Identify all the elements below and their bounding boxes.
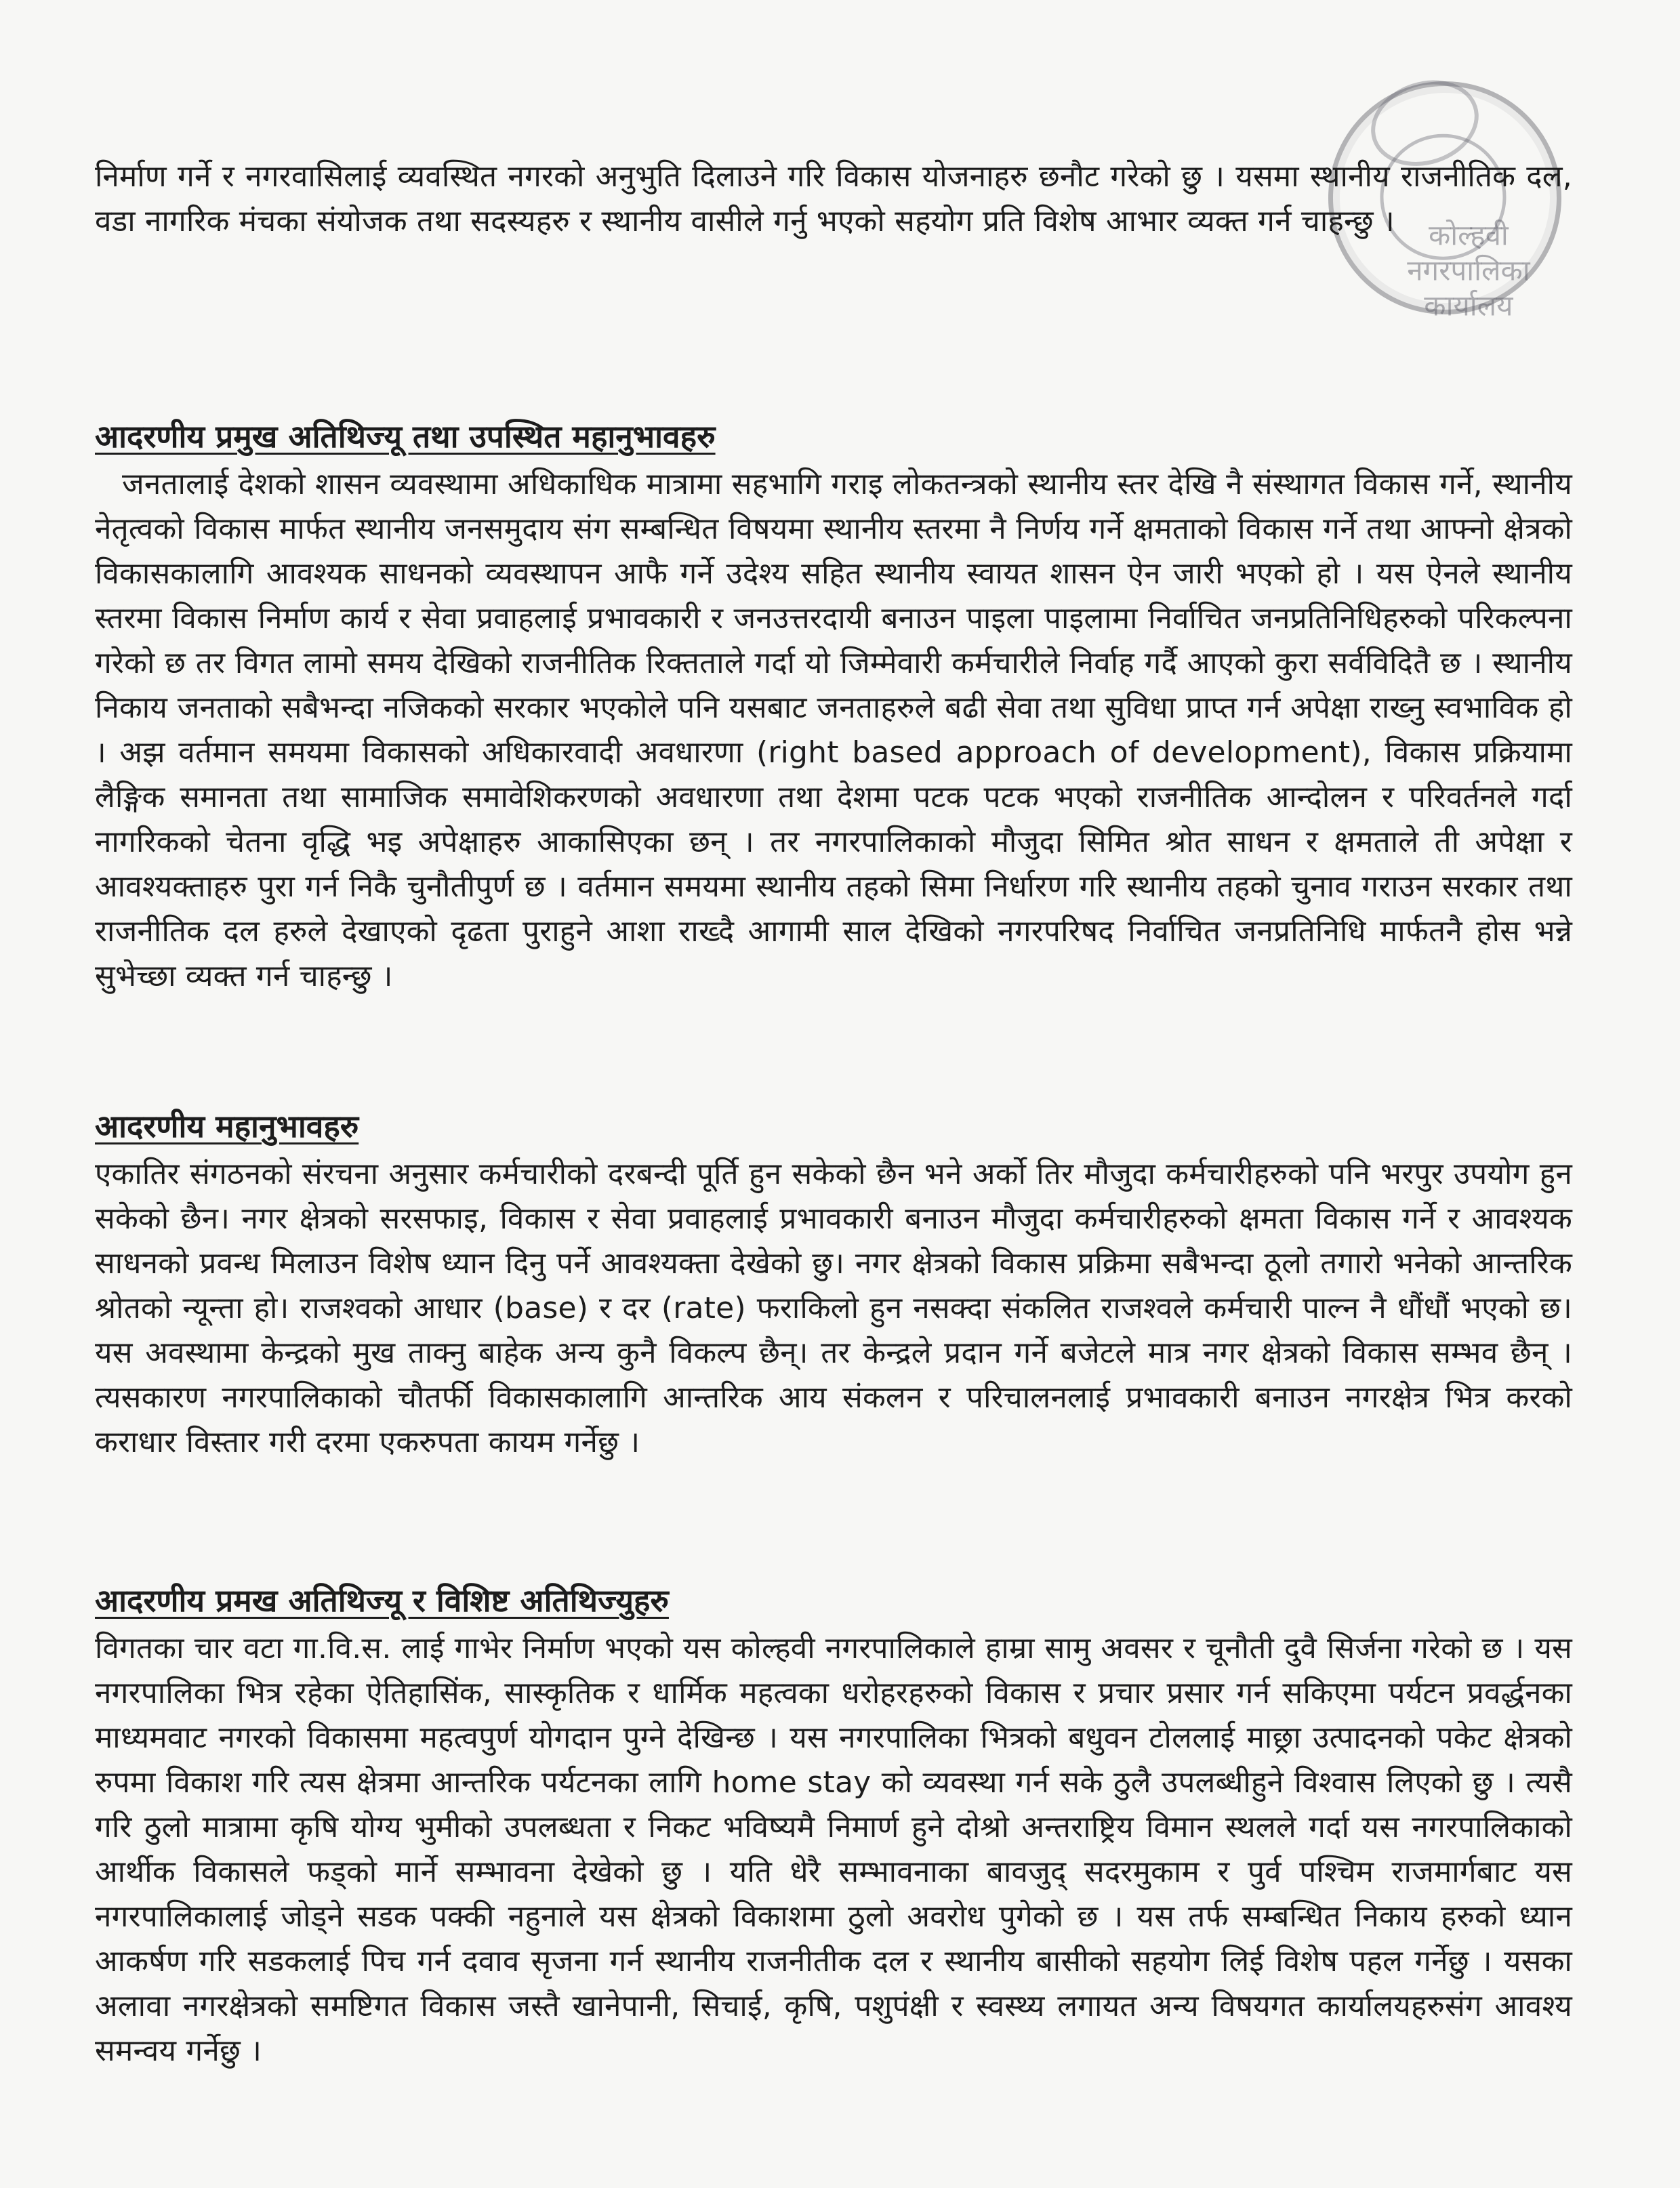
section-chief-guest-and-dignitaries (95, 415, 1572, 999)
section-heading: आदरणीय प्रमख अतिथिज्यू र विशिष्ट अतिथिज्युहरु (95, 1582, 669, 1619)
section-heading: आदरणीय महानुभावहरु (95, 1108, 359, 1144)
intro-paragraph: निर्माण गर्ने र नगरवासिलाई व्यवस्थित नगरको अनुभुति दिलाउने गरि विकास योजनाहरु छनौट गरेको छु । यसमा स्थानीय राजनीतिक दल, वडा नागरिक मंचका संयोजक तथा सदस्यहरु र स्थानीय वासीले गर्नु भएको सहयोग प्रति विशेष आभार व्यक्त गर्न चाहन्छु । (95, 159, 1572, 239)
section-paragraph: विगतका चार वटा गा.वि.स. लाई गाभेर निर्माण भएको यस कोल्हवी नगरपालिकाले हाम्रा सामु अवसर र चूनौती दुवै सिर्जना गरेको छ । यस नगरपालिका भित्र रहेका ऐतिहासिंक, सास्कृतिक र धार्मिक महत्वका धरोहरहरुको विकास र प्रचार प्रसार गर्न सकिएमा पर्यटन प्रवर्द्धनका माध्यमवाट नगरको विकासमा महत्वपुर्ण योगदान पुग्ने देखिन्छ । यस नगरपालिका भित्रको बधुवन टोललाई माछ्रा उत्पादनको पकेट क्षेत्रको रुपमा विकाश गरि त्यस क्षेत्रमा आन्तरिक पर्यटनका लागि home stay को व्यवस्था गर्न सके ठुलै उपलब्धीहुने विश्वास लिएको छु । त्यसै गरि ठुलो मात्रामा कृषि योग्य भुमीको उपलब्धता र निकट भविष्यमै निमार्ण हुने दोश्रो अन्तराष्ट्रिय विमान स्थलले गर्दा यस नगरपालिकाको आर्थीक विकासले फड्को मार्ने सम्भावना देखेको छु । यति धेरै सम्भावनाका बावजुद् सदरमुकाम र पुर्व पश्चिम राजमार्गबाट यस नगरपालिकालाई जोड्ने सडक पक्की नहुनाले यस क्षेत्रको विकाशमा ठुलो अवरोध पुगेको छ । यस तर्फ सम्बन्धित निकाय हरुको ध्यान आकर्षण गरि सडकलाई पिच गर्न दवाव सृजना गर्न स्थानीय राजनीतीक दल र स्थानीय बासीको सहयोग लिई विशेष पहल गर्नेछु । यसका अलावा नगरक्षेत्रको समष्टिगत विकास जस्तै खानेपानी, सिचाई, कृषि, पशुपंक्षी र स्वस्थ्य लगायत अन्य विषयगत कार्यालयहरुसंग आवश्य समन्वय गर्नेछु । (95, 1631, 1572, 2068)
section-heading: आदरणीय प्रमुख अतिथिज्यू तथा उपस्थित महानुभावहरु (95, 418, 716, 455)
intro-section (95, 154, 1572, 244)
seal-text: कोल्हवी नगरपालिका कार्यालय (1407, 218, 1530, 323)
section-paragraph: एकातिर संगठनको संरचना अनुसार कर्मचारीको दरबन्दी पूर्ति हुन सकेको छैन भने अर्को तिर मौजुदा कर्मचारीहरुको पनि भरपुर उपयोग हुन सकेको छैन। नगर क्षेत्रको सरसफाइ, विकास र सेवा प्रवाहलाई प्रभावकारी बनाउन मौजुदा कर्मचारीहरुको क्षमता विकास गर्ने र आवश्यक साधनको प्रवन्ध मिलाउन विशेष ध्यान दिनु पर्ने आवश्यक्ता देखेको छु। नगर क्षेत्रको विकास प्रक्रिमा सबैभन्दा ठूलो तगारो भनेको आन्तरिक श्रोतको न्यून्ता हो। राजश्वको आधार (base) र दर (rate) फराकिलो हुन नसक्दा संकलित राजश्वले कर्मचारी पाल्न नै धौंधौं भएको छ। यस अवस्थामा केन्द्रको मुख ताक्नु बाहेक अन्य कुनै विकल्प छैन्। तर केन्द्रले प्रदान गर्ने बजेटले मात्र नगर क्षेत्रको विकास सम्भव छैन् । त्यसकारण नगरपालिकाको चौतर्फी विकासकालागि आन्तरिक आय संकलन र परिचालनलाई प्रभावकारी बनाउन नगरक्षेत्र भित्र करको कराधार विस्तार गरी दरमा एकरुपता कायम गर्नेछु । (95, 1157, 1573, 1460)
section-paragraph: जनतालाई देशको शासन व्यवस्थामा अधिकाधिक मात्रामा सहभागि गराइ लोकतन्त्रको स्थानीय स्तर देखि नै संस्थागत विकास गर्ने, स्थानीय नेतृत्वको विकास मार्फत स्थानीय जनसमुदाय संग सम्बन्धित विषयमा स्थानीय स्तरमा नै निर्णय गर्ने क्षमताको विकास गर्ने तथा आफ्नो क्षेत्रको विकासकालागि आवश्यक साधनको व्यवस्थापन आफै गर्ने उदेश्य सहित स्थानीय स्वायत शासन ऐन जारी भएको हो । यस ऐनले स्थानीय स्तरमा विकास निर्माण कार्य र सेवा प्रवाहलाई प्रभावकारी र जनउत्तरदायी बनाउन पाइला पाइलामा निर्वाचित जनप्रतिनिधिहरुको परिकल्पना गरेको छ तर विगत लामो समय देखिको राजनीतिक रिक्तताले गर्दा यो जिम्मेवारी कर्मचारीले निर्वाह गर्दै आएको कुरा सर्वविदितै छ । स्थानीय निकाय जनताको सबैभन्दा नजिकको सरकार भएकोले पनि यसबाट जनताहरुले बढी सेवा तथा सुविधा प्राप्त गर्न अपेक्षा राख्नु स्वभाविक हो । अझ वर्तमान समयमा विकासको अधिकारवादी अवधारणा (right based approach of development), विकास प्रक्रियामा लैङ्गिक समानता तथा सामाजिक समावेशिकरणको अवधारणा तथा देशमा पटक पटक भएको राजनीतिक आन्दोलन र परिवर्तनले गर्दा नागरिकको चेतना वृद्धि भइ अपेक्षाहरु आकासिएका छन् । तर नगरपालिकाको मौजुदा सिमित श्रोत साधन र क्षमताले ती अपेक्षा र आवश्यक्ताहरु पुरा गर्न निकै चुनौतीपुर्ण छ । वर्तमान समयमा स्थानीय तहको सिमा निर्धारण गरि स्थानीय तहको चुनाव गराउन सरकार तथा राजनीतिक दल हरुले देखाएको दृढता पुराहुने आशा राख्दै आगामी साल देखिको नगरपरिषद निर्वाचित जनप्रतिनिधि मार्फतनै होस भन्ने सुभेच्छा व्यक्त गर्न चाहन्छु । (95, 467, 1572, 993)
section-dignitaries (95, 1105, 1572, 1465)
section-chief-and-special-guests (95, 1579, 1572, 2073)
